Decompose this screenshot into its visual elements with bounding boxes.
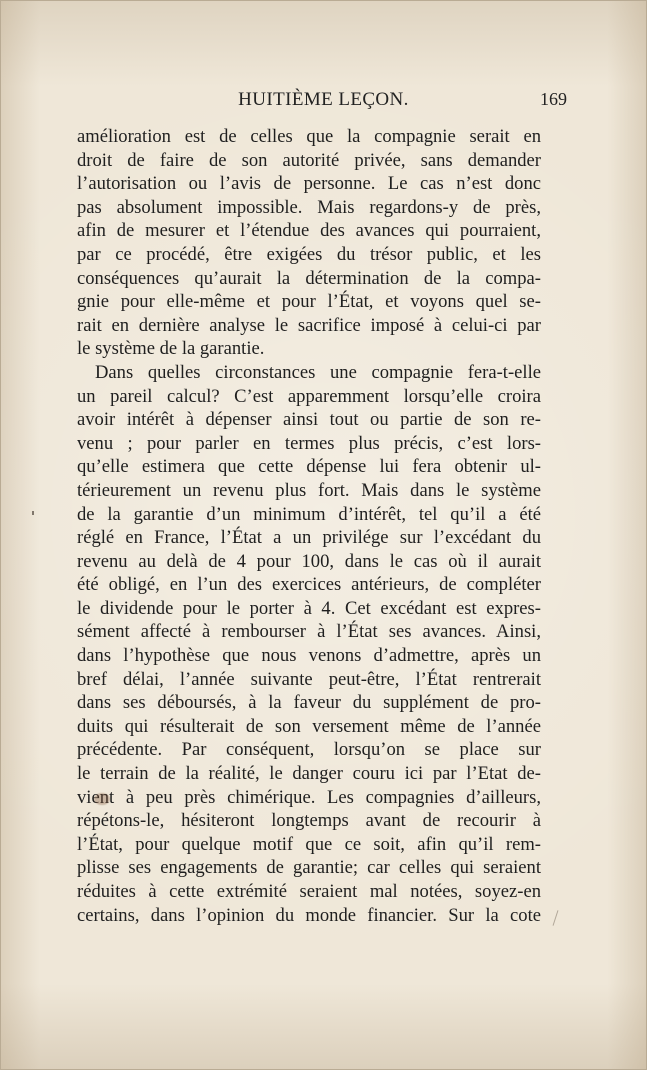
page-header bbox=[77, 89, 570, 115]
text-line: plisse ses engagements de garantie; car celles qui seraient bbox=[77, 857, 541, 879]
text-line: venu ; pour parler en termes plus précis, c’est lors- bbox=[77, 432, 541, 454]
text-line: rait en dernière analyse le sacrifice imposé à celui-ci par bbox=[77, 314, 541, 336]
text-line: dans ses déboursés, à la faveur du supplément de pro- bbox=[77, 692, 541, 714]
text-line: répétons-le, hésiteront longtemps avant de recourir à bbox=[77, 810, 541, 832]
text-line: Dans quelles circonstances une compagnie fera-t-elle bbox=[95, 361, 541, 383]
text-line: térieurement un revenu plus fort. Mais dans le système bbox=[77, 479, 541, 501]
text-line: réglé en France, l’État a un privilége sur l’excédant du bbox=[77, 527, 541, 549]
text-line: avoir intérêt à dépenser ainsi tout ou partie de son re- bbox=[77, 409, 541, 431]
ink-spot bbox=[94, 793, 110, 805]
text-line: pas absolument impossible. Mais regardons-y de près, bbox=[77, 196, 541, 218]
text-line: certains, dans l’opinion du monde financier. Sur la cote bbox=[77, 904, 541, 926]
text-line: précédente. Par conséquent, lorsqu’on se place sur bbox=[77, 739, 541, 761]
text-line: dans l’hypothèse que nous venons d’admettre, après un bbox=[77, 645, 541, 667]
text-line: le terrain de la réalité, le danger couru ici par l’Etat de- bbox=[77, 763, 541, 785]
margin-mark bbox=[32, 511, 34, 515]
text-line: vient à peu près chimérique. Les compagnies d’ailleurs, bbox=[77, 786, 541, 808]
text-line: par ce procédé, être exigées du trésor public, et les bbox=[77, 243, 541, 265]
text-line: l’autorisation ou l’avis de personne. Le cas n’est donc bbox=[77, 173, 541, 195]
text-line: un pareil calcul? C’est apparemment lorsqu’elle croira bbox=[77, 385, 541, 407]
text-line: de la garantie d’un minimum d’intérêt, tel qu’il a été bbox=[77, 503, 541, 525]
text-line: l’État, pour quelque motif que ce soit, afin qu’il rem- bbox=[77, 833, 541, 855]
text-line: été obligé, en l’un des exercices antérieurs, de compléter bbox=[77, 574, 541, 596]
text-line: duits qui résulterait de son versement même de l’année bbox=[77, 715, 541, 737]
running-title: HUITIÈME LEÇON. bbox=[238, 89, 409, 110]
paper-mark bbox=[553, 910, 559, 926]
text-line: réduites à cette extrémité seraient mal notées, soyez-en bbox=[77, 881, 541, 902]
text-line: afin de mesurer et l’étendue des avances qui pourraient, bbox=[77, 220, 541, 242]
text-line: sément affecté à rembourser à l’État ses avances. Ainsi, bbox=[77, 621, 541, 643]
text-line: gnie pour elle-même et pour l’État, et voyons quel se- bbox=[77, 291, 541, 313]
text-line: amélioration est de celles que la compagnie serait en bbox=[77, 126, 541, 147]
page-number: 169 bbox=[540, 89, 567, 109]
text-line: le dividende pour le porter à 4. Cet excédant est expres- bbox=[77, 597, 541, 619]
text-line: revenu au delà de 4 pour 100, dans le cas où il aurait bbox=[77, 550, 541, 572]
body-text bbox=[77, 125, 541, 927]
text-line: droit de faire de son autorité privée, sans demander bbox=[77, 149, 541, 171]
text-line: bref délai, l’année suivante peut-être, l’État rentrerait bbox=[77, 668, 541, 690]
text-line: conséquences qu’aurait la détermination de la compa- bbox=[77, 267, 541, 289]
text-line: qu’elle estimera que cette dépense lui fera obtenir ul- bbox=[77, 456, 541, 478]
text-line: le système de la garantie. bbox=[77, 338, 265, 360]
